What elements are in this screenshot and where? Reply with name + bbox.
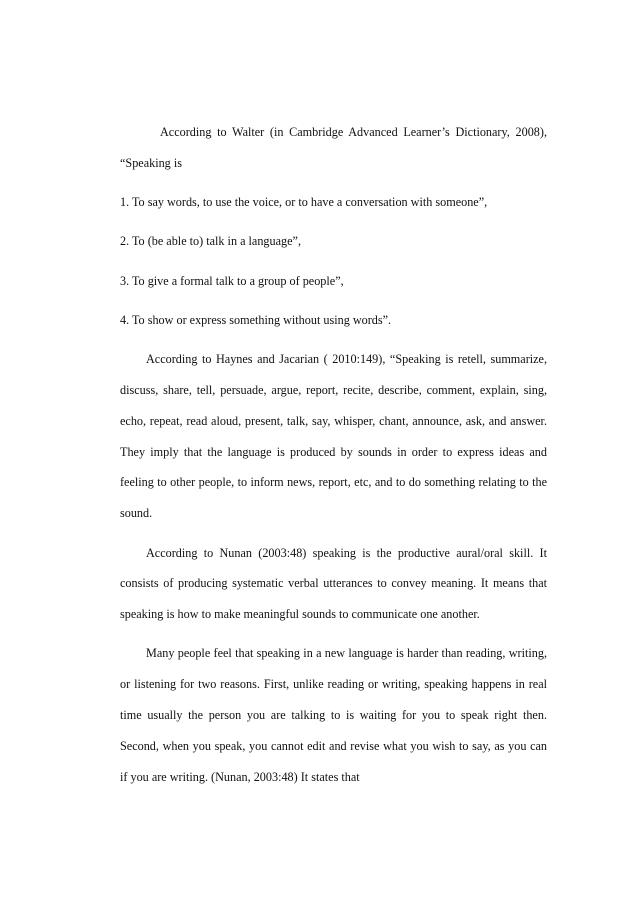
body-text — [120, 117, 547, 792]
paragraph-speaking-difficulty: Many people feel that speaking in a new language is harder than reading, writing, or listening for two reasons. First, unlike reading or writing, speaking happens in real time usually the person you are talking to is waiting for you to speak right then. Second, when you speak, you cannot edit and revise what you wish to say, as you can if you are writing. (Nunan, 2003:48) It states that — [120, 646, 547, 784]
paragraph-walter-definition: According to Walter (in Cambridge Advanced Learner’s Dictionary, 2008), “Speaking is — [120, 125, 547, 170]
definition-item-4: 4. To show or express something without using words”. — [120, 312, 392, 327]
definition-item-3: 3. To give a formal talk to a group of people”, — [120, 273, 344, 288]
definition-item-1: 1. To say words, to use the voice, or to have a conversation with someone”, — [120, 195, 488, 210]
paragraph-haynes-jacarian: According to Haynes and Jacarian ( 2010:149), “Speaking is retell, summarize, discuss, share, tell, persuade, argue, report, recite, describe, comment, explain, sing, echo, repeat, read aloud, present, talk, say, whisper, chant, announce, ask, and answer. They imply that the language is produced by sounds in order to express ideas and feeling to other people, to inform news, report, etc, and to do something relating to the sound. — [120, 352, 547, 521]
definition-item-2: 2. To (be able to) talk in a language”, — [120, 234, 301, 249]
paragraph-nunan-definition: According to Nunan (2003:48) speaking is the productive aural/oral skill. It consists of producing systematic verbal utterances to convey meaning. It means that speaking is how to make meaningful sounds to communicate one another. — [120, 545, 547, 622]
